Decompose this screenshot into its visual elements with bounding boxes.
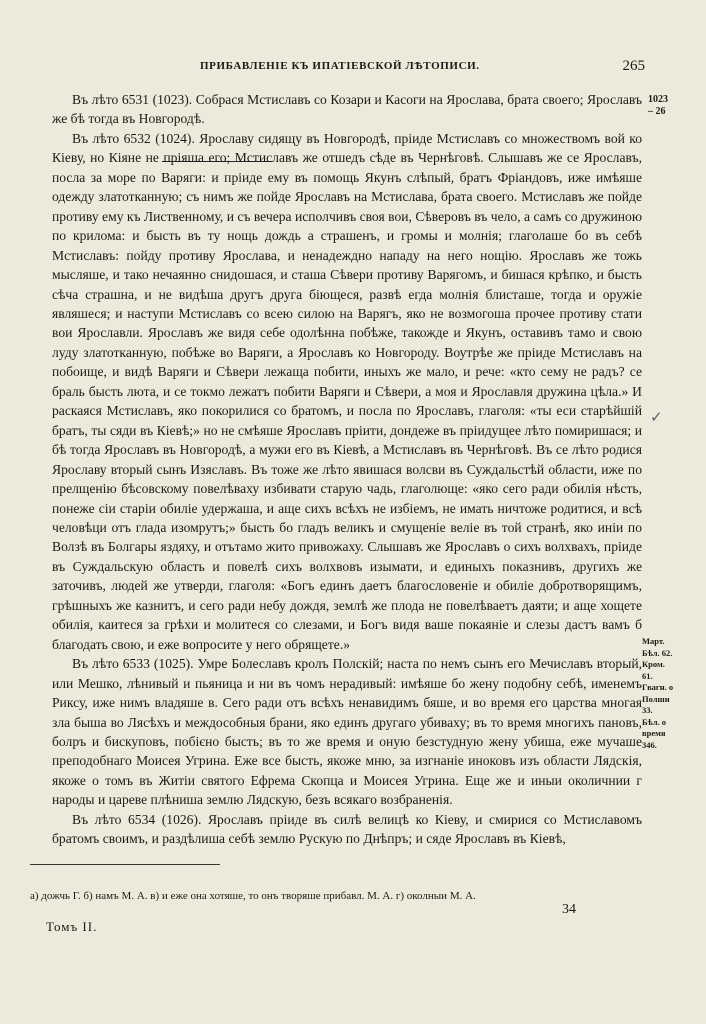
margin-note-range: – 26 [648,106,666,117]
side-ref: время [642,728,666,738]
signature-mark: 34 [562,902,576,917]
side-ref: Полши [642,693,670,704]
chronicle-text [52,90,642,849]
side-ref: Бѣл. 62. [642,647,673,658]
header-title: ПРИБАВЛЕНІЕ КЪ ИПАТІЕВСКОЙ ЛѢТОПИСИ. [200,60,480,72]
side-ref: 61. [642,670,653,681]
side-ref: Кром. [642,659,665,669]
paragraph-6531: Въ лѣто 6531 (1023). Собрася Мстиславъ со Козари и Касоги на Ярослава, брата своего; Ярославъ же бѣ тогда въ Новгородѣ. [52,92,642,127]
running-header [70,60,645,80]
margin-note-year: 1023 [648,94,668,105]
paragraph-6532: Въ лѣто 6532 (1024). Ярославу сидящу въ Новгородѣ, пріиде Мстиславъ со множествомъ вой ко Кіеву, но Кіяне не пріяша его; Мстиславъ же отшедъ сѣде въ Чернѣговѣ. Слышавъ же се Ярославъ, посла за море по Варяги: и пріиде ему въ помощь Якунъ слѣпый, братъ Фріандовъ, иже имѣяше одежду златотканную; съ нимъ же пойде Ярославъ на Мстислава, брата своего. Мстиславъ же пойде противу ему къ Лиственному, и съ вечера исполчивъ своя вои, Сѣверовъ въ чело, а самъ со дружиною по крилома: и бысть въ ту нощь дождь а страшенъ, и громы и молнія; глаголаше бо въ себѣ Мстиславъ: пойду противу Ярослава, и ненадеждно нападу на него нощію. Ярославъ же тожь мысляше, и тако нечаянно снидошася, и сташа Сѣвери противу Варягомъ, и бишася крѣпко, и бысть сѣча страшна, и не видѣша другъ друга біющеся, развѣ егда молнія блисташе, тогда и оружіе являшеся; и наступи Мстиславъ со всею силою на Варягъ, яко не возмогоша прочее противу стати вои Ярославли. Ярославъ же видя себе одолѣнна побѣже, такожде и Якунъ, оставивъ тамо и свою луду златотканную, побѣже во Варяги, а Ярославъ ко Новгороду. Воутрѣе же пріиде Мстиславъ на побоище, и видѣ Варяги и Сѣвери лежаща побити, иныхъ же мало, и рече: «кто сему не радъ? се браль бысть люта, и се токмо лежатъ побити Варяги и Сѣвери, а моя и Ярославля дружина цѣла.» И раскаяся Мстиславъ, яко покорилися со братомъ, и посла по Ярославъ, глаголя: «ты еси старѣйшій братъ, ты сяди въ Кіевѣ;» но не смѣяше Ярославъ пріити, дондеже въ пріидущее лѣто помиришася; и бѣ тогда Ярославъ въ Новгородѣ, а мужи его въ Кіевѣ, а Мстиславъ въ Чернѣговѣ. Въ се лѣто родися Ярославу вторый сынъ Изяславъ. Въ тоже же лѣто явишася волсви въ Суждальстѣй области, иже по прелщенію бѣсовскому повелѣваху избивати старую чадь, глаголюще: «яко сего ради обилія нѣсть, понеже сіи старіи обиліе удержаша, и аще сихъ всѣхъ не избіемъ, не имать ничтоже родитися, и всѣ человѣци отъ глада изомрутъ;» бысть бо гладъ великъ и смущеніе веліе въ той странѣ, яко иніи по Волзѣ въ Болгары яздяху, и отътамо жито привожаху. Слышавъ же Ярославъ о сихъ волхвахъ, пріиде въ Суждальскую область и повелѣ сихъ волхвовъ изымати, и единыхъ показнивъ, другихъ же заточивъ, людей же утверди, глаголя: «Богъ единъ даетъ благословеніе и обиліе добротворящимъ, грѣшныхъ же казнитъ, и сего ради небу дождя, землѣ же плода не повелѣваетъ даяти; и аще хощете обилія, каитеся за грѣхи и молитеся со слезами, и Богъ видя ваше покаяніе и слезы дастъ вамъ б благодать свою, и еже вопросите у него обрящете.» [52,130,642,652]
volume-label: Томъ II. [46,919,98,934]
page-number: 265 [622,58,645,74]
pencil-check-icon: ✓ [650,410,663,426]
footnotes: а) дожчь Г. б) намъ М. А. в) и еже она хотяше, то онъ творяше прибавл. М. А. г) околныи М. А. [30,890,476,902]
paragraph-6533: Въ лѣто 6533 (1025). Умре Болеславъ кролъ Полскій; наста по немъ сынъ его Мечиславъ вторый, или Мешко, лѣнивый и пьяница и ни въ чомъ нерадивый: имѣяше бо жену подобну себѣ, именемъ Риксу, иже нимъ владяше в. Сего ради отъ всѣхъ ненавидимъ бяше, и во время его царства многая зла быша во Лясѣхъ и междособныя брани, яко единъ другаго убиваху; въ то время многихъ пановъ, болръ и бискуповъ, побієно бысть; въ то же время и оную безстудную жену убиша, еже мучаше преподобнаго Моисея Угрина. Еже все бысть, якоже мню, за изгнаніе иноковъ изъ области Лядскія, якоже о томъ въ Житіи святого Ефрема Скопца и Моисея Угрина. Еще же и иныи околичнии г народы и цареве плѣниша землю Лядскую, безъ всякаго возбраненія. [52,656,642,808]
side-ref: 346. [642,739,657,750]
paragraph-6534: Въ лѣто 6534 (1026). Ярославъ пріиде въ силѣ велицѣ ко Кіеву, и смирися со Мстиславомъ братомъ своимъ, и раздѣлиша себѣ землю Рускую по Днѣпръ; и сяде Ярославъ въ Кіевѣ, [52,811,642,847]
side-ref: 33. [642,705,653,715]
side-references [642,636,702,751]
side-ref: Март. [642,636,665,646]
side-ref: Гвагн. о [642,682,674,692]
footnote-divider [30,864,220,865]
side-ref: Бѣл. о [642,716,666,727]
